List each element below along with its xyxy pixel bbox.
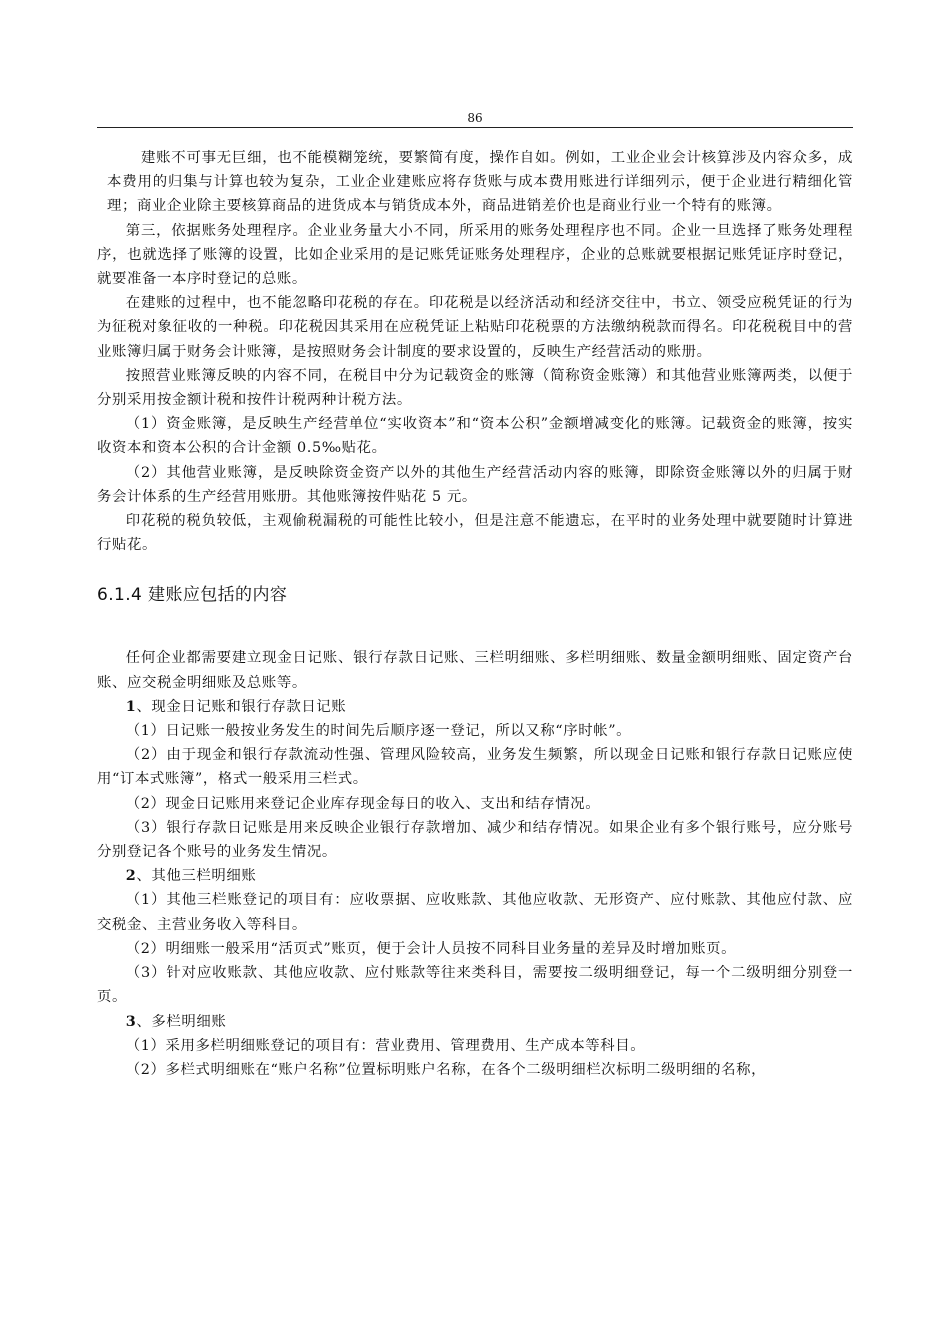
- item-heading: [97, 864, 853, 888]
- paragraph: （1）资金账簿，是反映生产经营单位“实收资本”和“资本公积”金额增减变化的账簿。记载资金的账簿，按实收资本和资本公积的合计金额 0.5‰贴花。: [97, 416, 853, 457]
- item-heading: [97, 1010, 853, 1034]
- item-heading: [97, 695, 853, 719]
- paragraph: （2）其他营业账簿，是反映除资金资产以外的其他生产经营活动内容的账簿，即除资金账簿以外的归属于财务会计体系的生产经营用账册。其他账簿按件贴花 5 元。: [97, 464, 853, 505]
- paragraph: （3）银行存款日记账是用来反映企业银行存款增加、减少和结存情况。如果企业有多个银行账号，应分账号分别登记各个账号的业务发生情况。: [97, 819, 853, 861]
- item-title: 、其他三栏明细账: [136, 868, 257, 885]
- paragraph: （2）多栏式明细账在“账户名称”位置标明账户名称，在各个二级明细栏次标明二级明细的名称，: [125, 1061, 767, 1078]
- paragraph: （3）针对应收账款、其他应收款、应付账款等往来类科目，需要按二级明细登记，每一个二级明细分别登一页。: [97, 965, 853, 1006]
- item-title: 、现金日记账和银行存款日记账: [136, 698, 347, 715]
- item-number: 1: [125, 697, 137, 715]
- paragraph: （2）由于现金和银行存款流动性强、管理风险较高，业务发生频繁，所以现金日记账和银行存款日记账应使用“订本式账簿”，格式一般采用三栏式。: [97, 747, 853, 788]
- header-rule: [97, 127, 853, 128]
- paragraph: 在建账的过程中，也不能忽略印花税的存在。印花税是以经济活动和经济交往中，书立、领受应税凭证的行为为征税对象征收的一种税。印花税因其采用在应税凭证上粘贴印花税票的方法缴纳税款而得名。印花税税目中的营业账簿归属于财务会计账簿，是按照财务会计制度的要求设置的，反映生产经营活动的账册。: [97, 295, 853, 360]
- page-content: [97, 146, 853, 1082]
- paragraph: （1）日记账一般按业务发生的时间先后顺序逐一登记，所以又称“序时帐”。: [125, 723, 632, 740]
- section-heading: 6.1.4 建账应包括的内容: [97, 585, 288, 606]
- item-number: 2: [125, 867, 137, 885]
- page-number: 86: [467, 111, 483, 125]
- paragraph: 建账不可事无巨细，也不能模糊笼统，要繁简有度，操作自如。例如，工业企业会计核算涉及内容众多，成本费用的归集与计算也较为复杂，工业企业建账应将存货账与成本费用账进行详细列示，便于企业进行精细化管理；商业企业除主要核算商品的进货成本与销货成本外，商品进销差价也是商业行业一个特有的账簿。: [107, 150, 853, 215]
- item-number: 3: [125, 1012, 137, 1030]
- item-title: 、多栏明细账: [136, 1013, 227, 1030]
- intro-paragraph: 任何企业都需要建立现金日记账、银行存款日记账、三栏明细账、多栏明细账、数量金额明细账、固定资产台账、应交税金明细账及总账等。: [97, 650, 853, 691]
- paragraph: （2）明细账一般采用“活页式”账页，便于会计人员按不同科目业务量的差异及时增加账页。: [125, 940, 737, 957]
- paragraph: （2）现金日记账用来登记企业库存现金每日的收入、支出和结存情况。: [125, 795, 601, 812]
- paragraph: 印花税的税负较低，主观偷税漏税的可能性比较小，但是注意不能遗忘，在平时的业务处理中就要随时计算进行贴花。: [97, 513, 853, 554]
- paragraph: （1）其他三栏账登记的项目有：应收票据、应收账款、其他应收款、无形资产、应付账款、其他应付款、应交税金、主营业务收入等科目。: [97, 892, 853, 933]
- paragraph: 第三，依据账务处理程序。企业业务量大小不同，所采用的账务处理程序也不同。企业一旦选择了账务处理程序，也就选择了账簿的设置，比如企业采用的是记账凭证账务处理程序，企业的总账就要根据记账凭证序时登记，就要准备一本序时登记的总账。: [97, 222, 853, 288]
- paragraph: （1）采用多栏明细账登记的项目有：营业费用、管理费用、生产成本等科目。: [125, 1037, 646, 1054]
- paragraph: 按照营业账簿反映的内容不同，在税目中分为记载资金的账簿（简称资金账簿）和其他营业账簿两类，以便于分别采用按金额计税和按件计税两种计税方法。: [97, 367, 853, 409]
